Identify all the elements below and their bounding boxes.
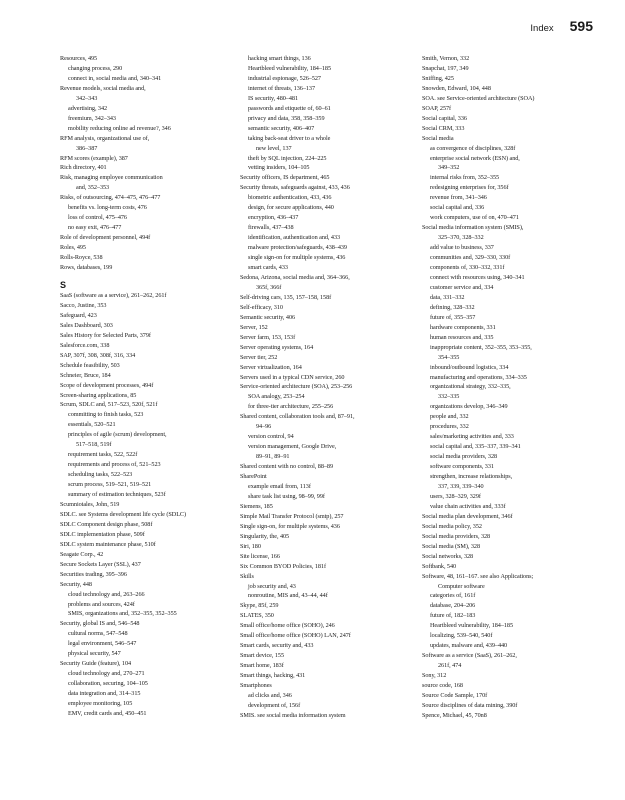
page-number: 595 bbox=[569, 18, 593, 34]
index-entry: Small office/home office (SOHO) LAN, 247f bbox=[240, 632, 351, 640]
index-entry: Sedona, Arizona, social media and, 364–366, bbox=[240, 273, 350, 281]
index-entry: Security Guide (feature), 104 bbox=[60, 660, 132, 668]
index-entry: Securities trading, 395–396 bbox=[60, 570, 127, 578]
index-entry: SOAP, 257f bbox=[422, 104, 452, 112]
index-entry: Self-driving cars, 135, 157–158, 158f bbox=[240, 293, 332, 301]
index-entry: Security officers, IS department, 465 bbox=[240, 174, 330, 182]
index-entry: Schedule feasibility, 503 bbox=[60, 361, 120, 369]
index-subentry: principles of agile (scrum) development, bbox=[68, 431, 167, 439]
index-subentry: SOA analogy, 253–254 bbox=[248, 393, 305, 401]
index-entry: RFM scores (example), 387 bbox=[60, 154, 128, 162]
index-subentry: Heartbleed vulnerability, 184–185 bbox=[248, 64, 332, 72]
index-subentry: 337, 339, 339–340 bbox=[438, 482, 484, 490]
index-column-right bbox=[422, 54, 602, 721]
index-subentry: employee monitoring, 105 bbox=[68, 700, 133, 708]
index-entry: Sony, 312 bbox=[422, 672, 447, 680]
index-subentry: theft by SQL injection, 224–225 bbox=[248, 154, 327, 162]
index-subentry: 349–352 bbox=[438, 164, 460, 172]
index-subentry: advertising, 342 bbox=[68, 104, 108, 112]
index-subentry: software components, 331 bbox=[430, 463, 494, 471]
index-subentry: industrial espionage, 526–527 bbox=[248, 74, 321, 82]
index-entry: Servers used in a typical CDN service, 260 bbox=[240, 373, 345, 381]
index-subentry: example email from, 113f bbox=[248, 482, 311, 490]
index-entry: Social CRM, 333 bbox=[422, 124, 465, 132]
index-entry: SaaS (software as a service), 261–262, 261f bbox=[60, 291, 167, 299]
index-subentry: physical security, 547 bbox=[68, 650, 121, 658]
index-subentry: social capital and, 336 bbox=[430, 204, 485, 212]
index-subentry: cloud technology and, 270–271 bbox=[68, 670, 145, 678]
index-subentry: single sign-on for multiple systems, 436 bbox=[248, 254, 346, 262]
index-subentry: loss of control, 475–476 bbox=[68, 214, 127, 222]
index-entry: Sniffing, 425 bbox=[422, 74, 454, 82]
index-entry: Snapchat, 197, 349 bbox=[422, 64, 469, 72]
index-entry: Salesforce.com, 338 bbox=[60, 341, 110, 349]
index-subentry: procedures, 332 bbox=[430, 423, 469, 431]
index-entry: Rows, databases, 199 bbox=[60, 264, 113, 272]
index-entry: Security, global IS and, 546–548 bbox=[60, 620, 140, 628]
index-entry: Social media bbox=[422, 134, 454, 142]
index-entry: Scrum, SDLC and, 517–523, 520f, 521f bbox=[60, 401, 158, 409]
index-subentry: smart cards, 433 bbox=[248, 264, 288, 272]
index-entry: Single sign-on, for multiple systems, 436 bbox=[240, 522, 340, 530]
index-subentry: data integration and, 314–315 bbox=[68, 690, 141, 698]
index-entry: Social media policy, 352 bbox=[422, 522, 482, 530]
index-subentry: 89–91, 89–91 bbox=[256, 453, 290, 461]
index-subentry: design, for secure applications, 440 bbox=[248, 204, 334, 212]
index-subentry: inappropriate content, 352–355, 353–355, bbox=[430, 343, 532, 351]
index-subentry: redesigning enterprises for, 356f bbox=[430, 184, 509, 192]
index-subentry: version control, 94 bbox=[248, 433, 294, 441]
index-subentry: committing to finish tasks, 523 bbox=[68, 411, 144, 419]
index-entry: Sales History for Selected Parts, 379f bbox=[60, 331, 151, 339]
index-entry: Revenue models, social media and, bbox=[60, 84, 146, 92]
index-entry: Smith, Vernon, 332 bbox=[422, 55, 470, 62]
index-subentry: semantic security, 406–407 bbox=[248, 124, 315, 132]
index-subentry: 517–518, 519f bbox=[76, 441, 112, 449]
index-subentry: add value to business, 337 bbox=[430, 244, 494, 252]
index-subentry: enterprise social network (ESN) and, bbox=[430, 154, 520, 162]
index-entry: Software as a service (SaaS), 261–262, bbox=[422, 652, 517, 660]
index-subentry: revenue from, 341–346 bbox=[430, 194, 487, 202]
index-subentry: legal environment, 546–547 bbox=[68, 640, 137, 648]
index-subentry: inbound/outbound logistics, 334 bbox=[430, 363, 509, 371]
index-entry: Shared content with no control, 88–89 bbox=[240, 463, 334, 471]
index-subentry: as convergence of disciplines, 328f bbox=[430, 144, 516, 152]
index-subentry: for three-tier architecture, 255–256 bbox=[248, 403, 334, 411]
index-entry: Secure Sockets Layer (SSL), 437 bbox=[60, 560, 141, 568]
index-subentry: people and, 332 bbox=[430, 413, 469, 421]
index-entry: Spence, Michael, 45, 70n8 bbox=[422, 711, 487, 719]
running-header bbox=[530, 18, 593, 38]
index-subentry: internal risks from, 352–355 bbox=[430, 174, 500, 182]
index-entry: Singularity, the, 405 bbox=[240, 532, 290, 540]
index-entry: Smart home, 183f bbox=[240, 662, 284, 670]
index-subentry: 332–335 bbox=[438, 393, 460, 401]
index-entry: Scope of development processes, 494f bbox=[60, 381, 154, 389]
index-subentry: work computers, use of on, 470–471 bbox=[430, 214, 519, 222]
index-entry: Six Common BYOD Policies, 181f bbox=[240, 562, 326, 570]
index-subentry: database, 204–206 bbox=[430, 602, 476, 610]
index-subentry: value chain activities and, 333f bbox=[430, 502, 506, 510]
index-entry: Sales Dashboard, 303 bbox=[60, 321, 113, 329]
index-entry: Self-efficacy, 310 bbox=[240, 303, 283, 311]
index-entry: SOA. see Service-oriented architecture (SOA) bbox=[422, 94, 535, 102]
index-subentry: internet of threats, 136–137 bbox=[248, 84, 315, 92]
index-subentry: future of, 182–183 bbox=[430, 612, 476, 620]
index-entry: Rich directory, 401 bbox=[60, 164, 107, 172]
index-subentry: passwords and etiquette of, 60–61 bbox=[248, 104, 331, 112]
index-entry: Server operating systems, 164 bbox=[240, 343, 314, 351]
index-subentry: and, 352–353 bbox=[76, 184, 110, 192]
index-subentry: freemium, 342–343 bbox=[68, 114, 116, 122]
index-subentry: cultural norms, 547–548 bbox=[68, 630, 128, 638]
index-subentry: mobility reducing online ad revenue?, 346 bbox=[68, 124, 171, 132]
index-subentry: updates, malware and, 439–440 bbox=[430, 642, 508, 650]
index-subentry: privacy and data, 358, 358–359 bbox=[248, 114, 325, 122]
index-entry: source code, 168 bbox=[422, 682, 463, 690]
index-subentry: hacking smart things, 136 bbox=[248, 55, 311, 62]
index-entry: Smart cards, security and, 433 bbox=[240, 642, 314, 650]
index-subentry: IS security, 480–481 bbox=[248, 94, 298, 102]
index-subentry: organizational strategy, 332–335, bbox=[430, 383, 511, 391]
index-column-left bbox=[60, 54, 230, 719]
index-entry: Siri, 180 bbox=[240, 542, 261, 550]
index-subentry: human resources and, 335 bbox=[430, 333, 494, 341]
index-subentry: categories of, 161f bbox=[430, 592, 476, 600]
index-entry: Safeguard, 423 bbox=[60, 311, 97, 319]
index-subentry: localizing, 539–540, 540f bbox=[430, 632, 493, 640]
index-entry: Security, 448 bbox=[60, 580, 92, 588]
index-subentry: changing process, 290 bbox=[68, 64, 123, 72]
index-entry: SDLC system maintenance phase, 510f bbox=[60, 540, 156, 548]
index-subentry: problems and sources, 424f bbox=[68, 600, 135, 608]
index-subentry: 365f, 366f bbox=[256, 283, 282, 291]
index-subentry: hardware components, 331 bbox=[430, 323, 496, 331]
index-subentry: job security and, 43 bbox=[248, 582, 296, 590]
index-subentry: vetting insiders, 104–105 bbox=[248, 164, 310, 172]
index-entry: Roles, 495 bbox=[60, 244, 86, 252]
index-subentry: scrum process, 519–521, 519–521 bbox=[68, 481, 152, 489]
index-subentry: encryption, 436–437 bbox=[248, 214, 299, 222]
index-entry: Server tier, 252 bbox=[240, 353, 278, 361]
index-subentry: 261f, 474 bbox=[438, 662, 462, 670]
index-entry: Source disciplines of data mining, 390f bbox=[422, 701, 518, 709]
index-entry: Scumniotales, John, 519 bbox=[60, 500, 120, 508]
index-subentry: communities and, 329–330, 330f bbox=[430, 254, 511, 262]
index-entry: Server farm, 153, 153f bbox=[240, 333, 296, 341]
index-subentry: EMV, credit cards and, 450–451 bbox=[68, 710, 147, 717]
index-entry: SharePoint bbox=[240, 473, 267, 481]
index-entry: Softbank, 540 bbox=[422, 562, 457, 570]
index-entry: Social media information system (SMIS), bbox=[422, 224, 524, 232]
index-subentry: users, 328–329, 329f bbox=[430, 492, 481, 500]
index-entry: Skills bbox=[240, 572, 254, 580]
index-subentry: requirements and process of, 521–523 bbox=[68, 461, 161, 469]
index-entry: SDLC Component design phase, 508f bbox=[60, 520, 153, 528]
index-subentry: share task list using, 98–99, 99f bbox=[248, 492, 325, 500]
index-subentry: taking back-seat driver to a whole bbox=[248, 134, 331, 142]
index-subentry: development of, 156f bbox=[248, 701, 301, 709]
index-entry: Social networks, 328 bbox=[422, 552, 474, 560]
index-subentry: cloud technology and, 263–266 bbox=[68, 590, 145, 598]
index-subentry: scheduling tasks, 522–523 bbox=[68, 471, 133, 479]
index-entry: Risk, managing employee communication bbox=[60, 174, 163, 182]
index-subentry: version management, Google Drive, bbox=[248, 443, 337, 451]
index-subentry: connect with resources using, 340–341 bbox=[430, 273, 525, 281]
index-entry: Schneier, Bruce, 184 bbox=[60, 371, 111, 379]
index-entry: SLATES, 350 bbox=[240, 612, 274, 620]
index-entry: Screen-sharing applications, 85 bbox=[60, 391, 137, 399]
index-entry: Resources, 495 bbox=[60, 55, 98, 62]
index-subentry: requirement tasks, 522, 522f bbox=[68, 451, 138, 459]
index-entry: Social media (SM), 328 bbox=[422, 542, 481, 550]
index-entry: Risks, of outsourcing, 474–475, 476–477 bbox=[60, 194, 161, 202]
index-subentry: social capital and, 335–337, 339–341 bbox=[430, 443, 521, 451]
index-entry: Role of development personnel, 494f bbox=[60, 234, 151, 242]
index-entry: Smartphones bbox=[240, 682, 272, 690]
index-subentry: benefits vs. long-term costs, 476 bbox=[68, 204, 147, 212]
index-subentry: future of, 355–357 bbox=[430, 313, 476, 321]
index-subentry: no easy exit, 476–477 bbox=[68, 224, 122, 232]
index-subentry: defining, 328–332 bbox=[430, 303, 475, 311]
index-entry: Semantic security, 406 bbox=[240, 313, 296, 321]
index-subentry: components of, 330–332, 331f bbox=[430, 264, 505, 272]
index-entry: Shared content, collaboration tools and, 87–91, bbox=[240, 413, 355, 421]
index-entry: Smart things, hacking, 431 bbox=[240, 672, 306, 680]
index-subentry: 325–370, 328–332 bbox=[438, 234, 484, 242]
index-subentry: social media providers, 328 bbox=[430, 453, 498, 461]
index-entry: SDLC. see Systems development life cycle (SDLC) bbox=[60, 510, 187, 518]
index-subentry: manufacturing and operations, 334–335 bbox=[430, 373, 527, 381]
index-subentry: ad clicks and, 346 bbox=[248, 692, 292, 699]
index-subentry: organizations develop, 346–349 bbox=[430, 403, 508, 411]
index-entry: Software, 48, 161–167. see also Applications; bbox=[422, 572, 534, 580]
index-subentry: malware protection/safeguards, 438–439 bbox=[248, 244, 347, 252]
index-subentry: sales/marketing activities and, 333 bbox=[430, 433, 514, 441]
index-entry: Rolls-Royce, 538 bbox=[60, 254, 103, 262]
index-entry: RFM analysis, organizational use of, bbox=[60, 134, 150, 142]
index-subentry: SMIS, organizations and, 352–355, 352–355 bbox=[68, 610, 177, 618]
index-entry: Smart device, 155 bbox=[240, 652, 284, 660]
index-subentry: data, 331–332 bbox=[430, 293, 465, 301]
index-subentry: new level, 137 bbox=[256, 144, 292, 152]
index-entry: Security threats, safeguards against, 433, 436 bbox=[240, 184, 350, 192]
index-entry: Service-oriented architecture (SOA), 253–256 bbox=[240, 383, 353, 391]
index-entry: Source Code Sample, 170f bbox=[422, 692, 488, 699]
index-entry: Small office/home office (SOHO), 246 bbox=[240, 622, 335, 630]
index-subentry: nonroutine, MIS and, 43–44, 44f bbox=[248, 592, 328, 600]
index-subentry: strengthen, increase relationships, bbox=[430, 473, 513, 481]
index-entry: Sacco, Justine, 353 bbox=[60, 301, 107, 309]
index-subentry: 386–387 bbox=[76, 144, 98, 152]
index-entry: SAP, 307f, 308, 308f, 316, 334 bbox=[60, 351, 136, 359]
index-subentry: 354–355 bbox=[438, 353, 460, 361]
index-subentry: summary of estimation techniques, 523f bbox=[68, 491, 166, 499]
index-entry: SMIS. see social media information system bbox=[240, 711, 346, 719]
index-entry: Social media plan development, 346f bbox=[422, 512, 513, 520]
index-entry: Snowden, Edward, 104, 448 bbox=[422, 84, 491, 92]
index-entry: Site license, 166 bbox=[240, 552, 280, 560]
index-entry: Server virtualization, 164 bbox=[240, 363, 302, 371]
index-section-letter: S bbox=[60, 279, 66, 290]
index-subentry: identification, authentication and, 433 bbox=[248, 234, 341, 242]
index-entry: Server, 152 bbox=[240, 323, 268, 331]
index-entry: Skype, 85f, 259 bbox=[240, 602, 279, 610]
index-entry: Social media providers, 328 bbox=[422, 532, 491, 540]
index-subentry: customer service and, 334 bbox=[430, 283, 494, 291]
index-entry: Social capital, 336 bbox=[422, 114, 467, 122]
index-entry: Siemens, 185 bbox=[240, 502, 273, 510]
index-column-middle bbox=[240, 54, 412, 721]
index-subentry: Computer software bbox=[438, 582, 485, 590]
index-entry: Simple Mail Transfer Protocol (smtp), 257 bbox=[240, 512, 344, 520]
index-subentry: collaboration, securing, 104–105 bbox=[68, 680, 148, 688]
index-entry: SDLC implementation phase, 509f bbox=[60, 530, 145, 538]
index-subentry: essentials, 520–521 bbox=[68, 421, 116, 429]
index-subentry: connect in, social media and, 340–341 bbox=[68, 74, 162, 82]
index-subentry: biometric authentication, 433, 436 bbox=[248, 194, 332, 202]
running-header-label: Index bbox=[530, 23, 554, 34]
index-subentry: 94–96 bbox=[256, 423, 272, 431]
index-subentry: firewalls, 437–438 bbox=[248, 224, 294, 232]
index-subentry: 342–343 bbox=[76, 94, 98, 102]
index-entry: Seagate Corp., 42 bbox=[60, 550, 104, 558]
index-subentry: Heartbleed vulnerability, 184–185 bbox=[430, 622, 514, 630]
